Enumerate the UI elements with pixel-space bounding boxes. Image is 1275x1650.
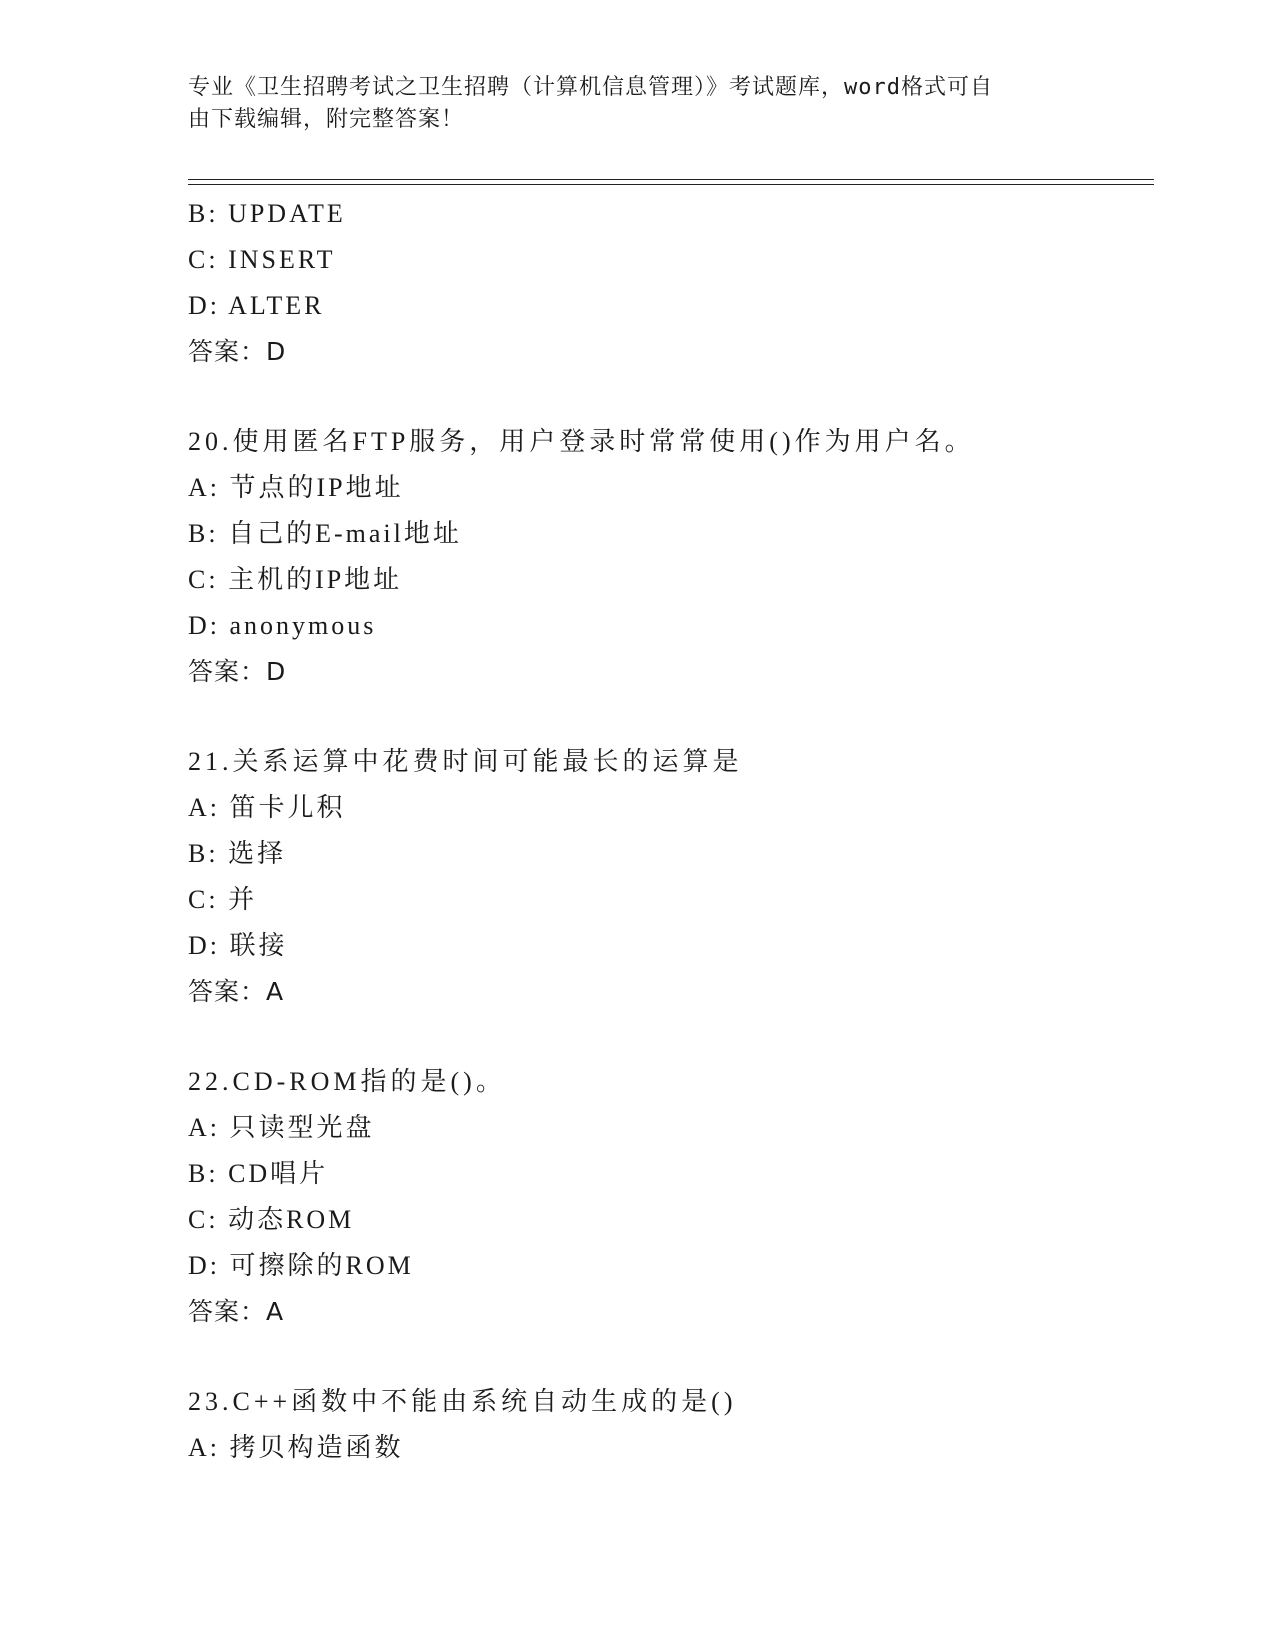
answer-line: 答案：A [188,1297,285,1326]
option-b: B: 选择 [188,839,287,868]
option-b: B: 自己的E-mail地址 [188,519,462,548]
question-block-20 [188,419,1148,695]
question-text: 20.使用匿名FTP服务，用户登录时常常使用()作为用户名。 [188,427,975,456]
question-block-22 [188,1059,1148,1335]
question-block-19 [188,191,1148,375]
option-a: A: 只读型光盘 [188,1113,375,1142]
header-divider-top [188,179,1154,180]
question-text: 21.关系运算中花费时间可能最长的运算是 [188,747,743,776]
option-c: C: 主机的IP地址 [188,565,403,594]
option-c: C: INSERT [188,245,336,274]
option-a: A: 笛卡儿积 [188,793,346,822]
answer-line: 答案：D [188,657,287,686]
option-d: D: anonymous [188,611,377,640]
option-a: A: 节点的IP地址 [188,473,404,502]
option-a: A: 拷贝构造函数 [188,1433,404,1462]
option-d: D: 联接 [188,931,288,960]
question-text: 22.CD-ROM指的是()。 [188,1067,506,1096]
question-list [188,191,1148,1471]
question-block-23 [188,1379,1148,1471]
header-line-1: 专业《卫生招聘考试之卫生招聘（计算机信息管理）》考试题库，word格式可自 [188,75,993,100]
option-c: C: 并 [188,885,258,914]
document-header [188,72,1088,136]
option-b: B: UPDATE [188,199,346,228]
header-divider-bottom [188,184,1154,185]
option-d: D: 可擦除的ROM [188,1251,414,1280]
option-c: C: 动态ROM [188,1205,355,1234]
answer-line: 答案：D [188,337,287,366]
question-text: 23.C++函数中不能由系统自动生成的是() [188,1387,737,1416]
option-b: B: CD唱片 [188,1159,329,1188]
answer-line: 答案：A [188,977,285,1006]
option-d: D: ALTER [188,291,325,320]
question-block-21 [188,739,1148,1015]
header-line-2: 由下载编辑，附完整答案！ [188,107,465,132]
